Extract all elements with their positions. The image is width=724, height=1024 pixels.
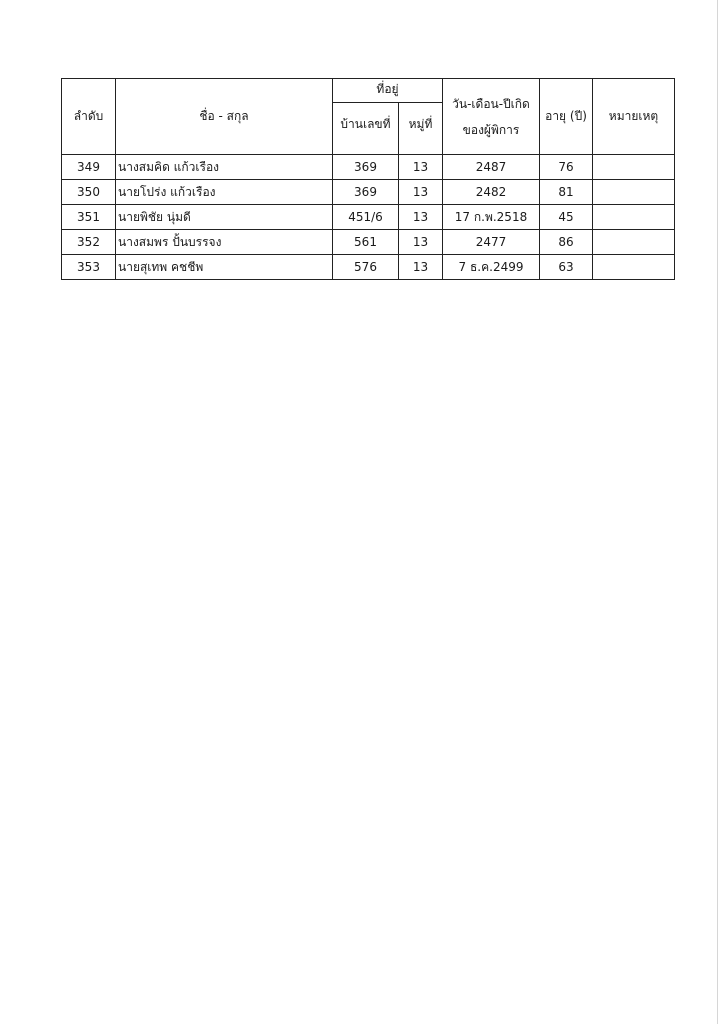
table-row bbox=[62, 205, 675, 230]
cell-remark bbox=[593, 255, 675, 280]
cell-village-no: 13 bbox=[399, 180, 443, 205]
cell-remark bbox=[593, 205, 675, 230]
page-edge-shadow bbox=[717, 0, 718, 1024]
cell-seq: 353 bbox=[62, 255, 116, 280]
cell-name: นางสมพร ปั้นบรรจง bbox=[116, 230, 333, 255]
cell-remark bbox=[593, 155, 675, 180]
cell-village-no: 13 bbox=[399, 230, 443, 255]
disability-registry-table bbox=[61, 78, 675, 280]
cell-seq: 350 bbox=[62, 180, 116, 205]
cell-age: 45 bbox=[540, 205, 593, 230]
cell-dob: 7 ธ.ค.2499 bbox=[443, 255, 540, 280]
table-row bbox=[62, 230, 675, 255]
header-dob bbox=[443, 79, 540, 155]
cell-house-no: 561 bbox=[333, 230, 399, 255]
cell-age: 81 bbox=[540, 180, 593, 205]
cell-age: 86 bbox=[540, 230, 593, 255]
cell-seq: 352 bbox=[62, 230, 116, 255]
cell-seq: 351 bbox=[62, 205, 116, 230]
cell-name: นายสุเทพ คชชีพ bbox=[116, 255, 333, 280]
header-name: ชื่อ - สกุล bbox=[116, 79, 333, 155]
cell-village-no: 13 bbox=[399, 155, 443, 180]
table-row bbox=[62, 180, 675, 205]
cell-dob: 2487 bbox=[443, 155, 540, 180]
cell-remark bbox=[593, 230, 675, 255]
cell-house-no: 576 bbox=[333, 255, 399, 280]
table-row bbox=[62, 255, 675, 280]
cell-dob: 2477 bbox=[443, 230, 540, 255]
header-house-no: บ้านเลขที่ bbox=[333, 103, 399, 155]
cell-house-no: 369 bbox=[333, 180, 399, 205]
cell-house-no: 451/6 bbox=[333, 205, 399, 230]
cell-remark bbox=[593, 180, 675, 205]
header-remark: หมายเหตุ bbox=[593, 79, 675, 155]
header-dob-line1: วัน-เดือน-ปีเกิด bbox=[452, 96, 530, 111]
cell-name: นายพิชัย นุ่มดี bbox=[116, 205, 333, 230]
header-village-no: หมู่ที่ bbox=[399, 103, 443, 155]
cell-dob: 17 ก.พ.2518 bbox=[443, 205, 540, 230]
table-header-row-1 bbox=[62, 79, 675, 103]
header-age: อายุ (ปี) bbox=[540, 79, 593, 155]
header-seq: ลำดับ bbox=[62, 79, 116, 155]
cell-age: 63 bbox=[540, 255, 593, 280]
cell-name: นายโปร่ง แก้วเรือง bbox=[116, 180, 333, 205]
cell-age: 76 bbox=[540, 155, 593, 180]
header-dob-line2: ของผู้พิการ bbox=[462, 122, 520, 137]
table-row bbox=[62, 155, 675, 180]
cell-dob: 2482 bbox=[443, 180, 540, 205]
header-address: ที่อยู่ bbox=[333, 79, 443, 103]
cell-village-no: 13 bbox=[399, 255, 443, 280]
cell-seq: 349 bbox=[62, 155, 116, 180]
cell-name: นางสมคิด แก้วเรือง bbox=[116, 155, 333, 180]
cell-village-no: 13 bbox=[399, 205, 443, 230]
cell-house-no: 369 bbox=[333, 155, 399, 180]
